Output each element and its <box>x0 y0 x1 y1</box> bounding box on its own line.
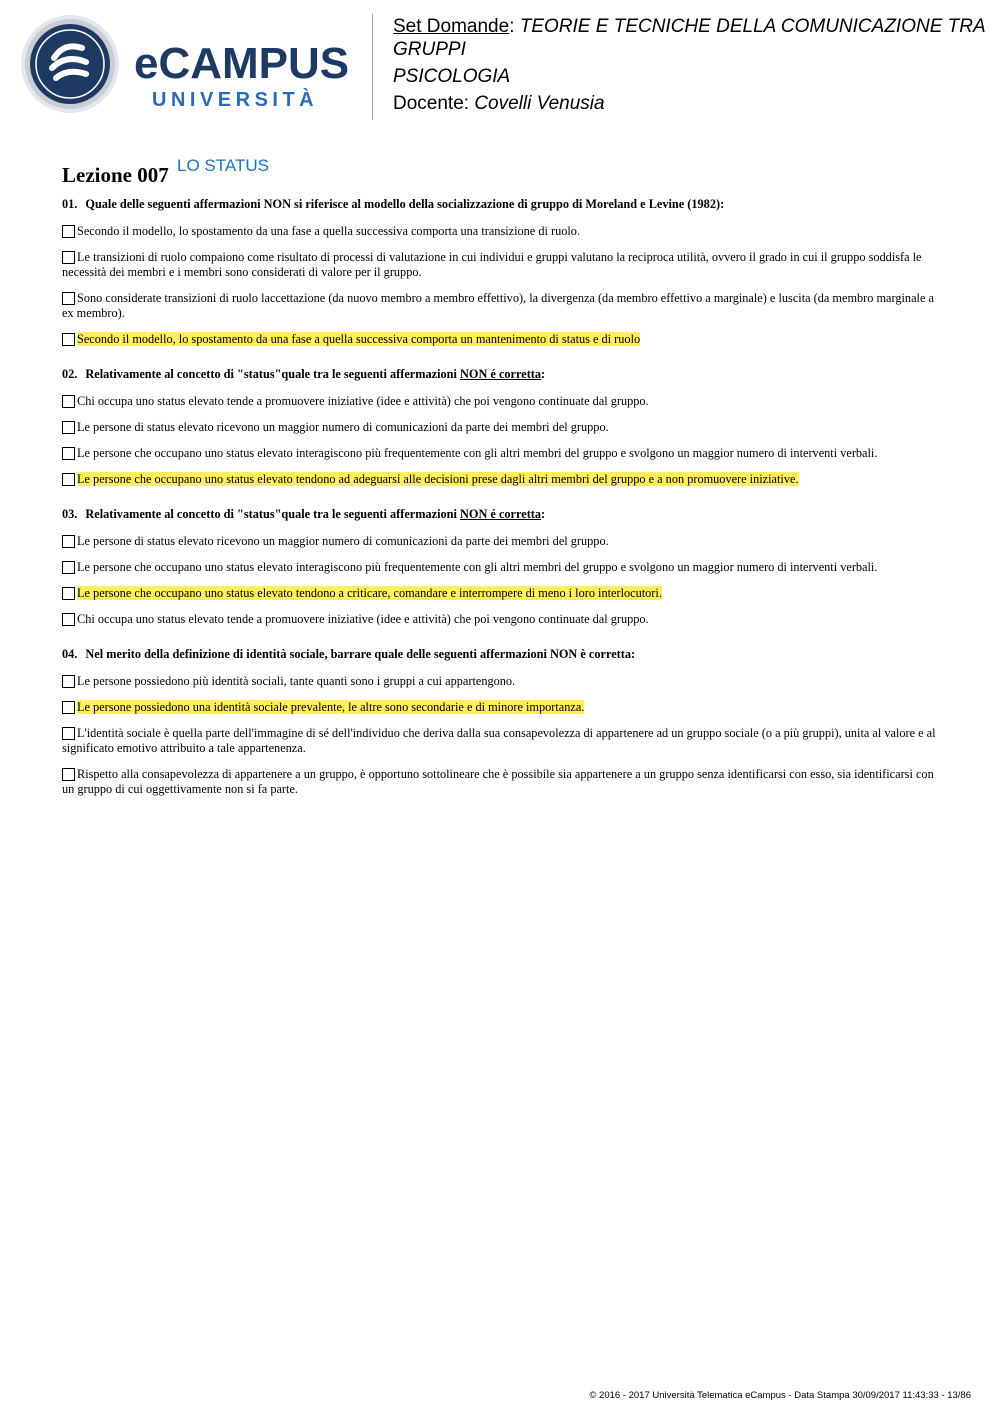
question-text <box>62 647 940 662</box>
answer-option <box>62 534 940 549</box>
question-stem-underlined: NON é corretta <box>460 367 542 381</box>
ecampus-logo <box>14 14 359 118</box>
question-stem: Relativamente al concetto di "status"quale tra le seguenti affermazioni <box>85 367 461 381</box>
course-row <box>393 15 993 61</box>
question-text <box>62 507 940 522</box>
answer-text: Chi occupa uno status elevato tende a promuovere iniziative (idee e attività) che poi vengono continuate dal gruppo. <box>77 394 649 408</box>
answer-option <box>62 767 940 797</box>
answer-option <box>62 420 940 435</box>
degree-name: PSICOLOGIA <box>393 66 511 87</box>
ecampus-emblem-icon <box>14 14 359 118</box>
answer-option <box>62 291 940 321</box>
answer-checkbox[interactable] <box>62 421 75 434</box>
question-number: 01. <box>62 197 78 211</box>
ecampus-subtitle: UNIVERSITÀ <box>152 89 319 111</box>
answer-option-highlighted <box>62 332 940 347</box>
question-01 <box>62 197 940 347</box>
answer-option <box>62 394 940 409</box>
question-number: 04. <box>62 647 78 661</box>
header-divider <box>372 14 373 120</box>
answer-checkbox[interactable] <box>62 333 75 346</box>
question-list <box>62 197 940 817</box>
answer-text: Secondo il modello, lo spostamento da una fase a quella successiva comporta una transizione di ruolo. <box>77 224 581 238</box>
question-03 <box>62 507 940 627</box>
answer-checkbox[interactable] <box>62 727 75 740</box>
question-number: 03. <box>62 507 78 521</box>
question-stem-end: : <box>541 367 546 381</box>
question-text <box>62 197 940 212</box>
answer-option <box>62 674 940 689</box>
question-stem-end: : <box>541 507 546 521</box>
ecampus-wordmark: eCAMPUS <box>134 39 350 88</box>
answer-checkbox[interactable] <box>62 701 75 714</box>
answer-option <box>62 726 940 756</box>
answer-checkbox[interactable] <box>62 675 75 688</box>
answer-text-highlighted: Le persone possiedono una identità sociale prevalente, le altre sono secondarie e di minore importanza. <box>77 700 585 714</box>
question-stem-underlined: NON é corretta <box>460 507 542 521</box>
answer-checkbox[interactable] <box>62 225 75 238</box>
answer-checkbox[interactable] <box>62 613 75 626</box>
answer-checkbox[interactable] <box>62 251 75 264</box>
answer-option <box>62 446 940 461</box>
answer-checkbox[interactable] <box>62 768 75 781</box>
question-stem: Relativamente al concetto di "status"quale tra le seguenti affermazioni <box>85 507 461 521</box>
answer-text: Le persone possiedono più identità sociali, tante quanti sono i gruppi a cui appartengono. <box>77 674 516 688</box>
answer-option <box>62 612 940 627</box>
question-02 <box>62 367 940 487</box>
answer-text-highlighted: Secondo il modello, lo spostamento da una fase a quella successiva comporta un mantenimento di status e di ruolo <box>77 332 641 346</box>
answer-checkbox[interactable] <box>62 535 75 548</box>
set-colon: : <box>509 16 520 37</box>
answer-text: L'identità sociale è quella parte dell'immagine di sé dell'individuo che deriva dalla sua consapevolezza di appartenere ad un gruppo sociale (o a più gruppi), unita al valore e al significato emotivo attribuito a tale appartenenza. <box>62 726 936 755</box>
answer-text: Le persone di status elevato ricevono un maggior numero di comunicazioni da parte dei membri del gruppo. <box>77 534 609 548</box>
answer-text-highlighted: Le persone che occupano uno status elevato tendono a criticare, comandare e interrompere di meno i loro interlocutori. <box>77 586 662 600</box>
question-stem: Quale delle seguenti affermazioni NON si riferisce al modello della socializzazione di gruppo di Moreland e Levine (1982): <box>85 197 725 211</box>
answer-option-highlighted <box>62 472 940 487</box>
question-text <box>62 367 940 382</box>
question-04 <box>62 647 940 797</box>
teacher-row <box>393 92 993 115</box>
set-label: Set Domande <box>393 16 510 37</box>
page-footer: © 2016 - 2017 Università Telematica eCampus - Data Stampa 30/09/2017 11:43:33 - 13/86 <box>589 1390 971 1401</box>
answer-text: Chi occupa uno status elevato tende a promuovere iniziative (idee e attività) che poi vengono continuate dal gruppo. <box>77 612 649 626</box>
course-title: TEORIE E TECNICHE DELLA COMUNICAZIONE TRA GRUPPI <box>393 16 985 60</box>
lesson-topic: LO STATUS <box>177 156 269 175</box>
answer-checkbox[interactable] <box>62 473 75 486</box>
answer-text: Le persone che occupano uno status elevato interagiscono più frequentemente con gli altri membri del gruppo e svolgono un maggior numero di interventi verbali. <box>77 446 878 460</box>
answer-text: Rispetto alla consapevolezza di appartenere a un gruppo, è opportuno sottolineare che è possibile sia appartenere a un gruppo senza identificarsi con esso, sia identificarsi con un gruppo di cui oggettivamente non si fa parte. <box>62 767 934 796</box>
answer-option <box>62 560 940 575</box>
answer-text-highlighted: Le persone che occupano uno status elevato tendono ad adeguarsi alle decisioni prese dagli altri membri del gruppo e a non promuovere iniziative. <box>77 472 799 486</box>
course-info <box>393 15 993 115</box>
answer-checkbox[interactable] <box>62 587 75 600</box>
answer-option-highlighted <box>62 700 940 715</box>
answer-text: Le transizioni di ruolo compaiono come risultato di processi di valutazione in cui individui e gruppi valutano la reciproca utilità, ovvero il grado in cui il gruppo soddisfa le necessità dei membri e i membri sono considerati di valore per il gruppo. <box>62 250 922 279</box>
answer-option <box>62 224 940 239</box>
answer-checkbox[interactable] <box>62 561 75 574</box>
answer-text: Le persone che occupano uno status elevato interagiscono più frequentemente con gli altri membri del gruppo e svolgono un maggior numero di interventi verbali. <box>77 560 878 574</box>
answer-checkbox[interactable] <box>62 292 75 305</box>
teacher-label: Docente: <box>393 93 475 114</box>
answer-checkbox[interactable] <box>62 447 75 460</box>
answer-checkbox[interactable] <box>62 395 75 408</box>
question-number: 02. <box>62 367 78 381</box>
teacher-name: Covelli Venusia <box>474 93 605 114</box>
answer-option <box>62 250 940 280</box>
lesson-label: Lezione 007 <box>62 163 169 187</box>
answer-text: Sono considerate transizioni di ruolo laccettazione (da nuovo membro a membro effettivo), la divergenza (da membro effettivo a marginale) e luscita (da membro marginale a ex membro). <box>62 291 934 320</box>
answer-text: Le persone di status elevato ricevono un maggior numero di comunicazioni da parte dei membri del gruppo. <box>77 420 609 434</box>
question-stem: Nel merito della definizione di identità sociale, barrare quale delle seguenti affermazioni NON è corretta: <box>85 647 636 661</box>
answer-option-highlighted <box>62 586 940 601</box>
